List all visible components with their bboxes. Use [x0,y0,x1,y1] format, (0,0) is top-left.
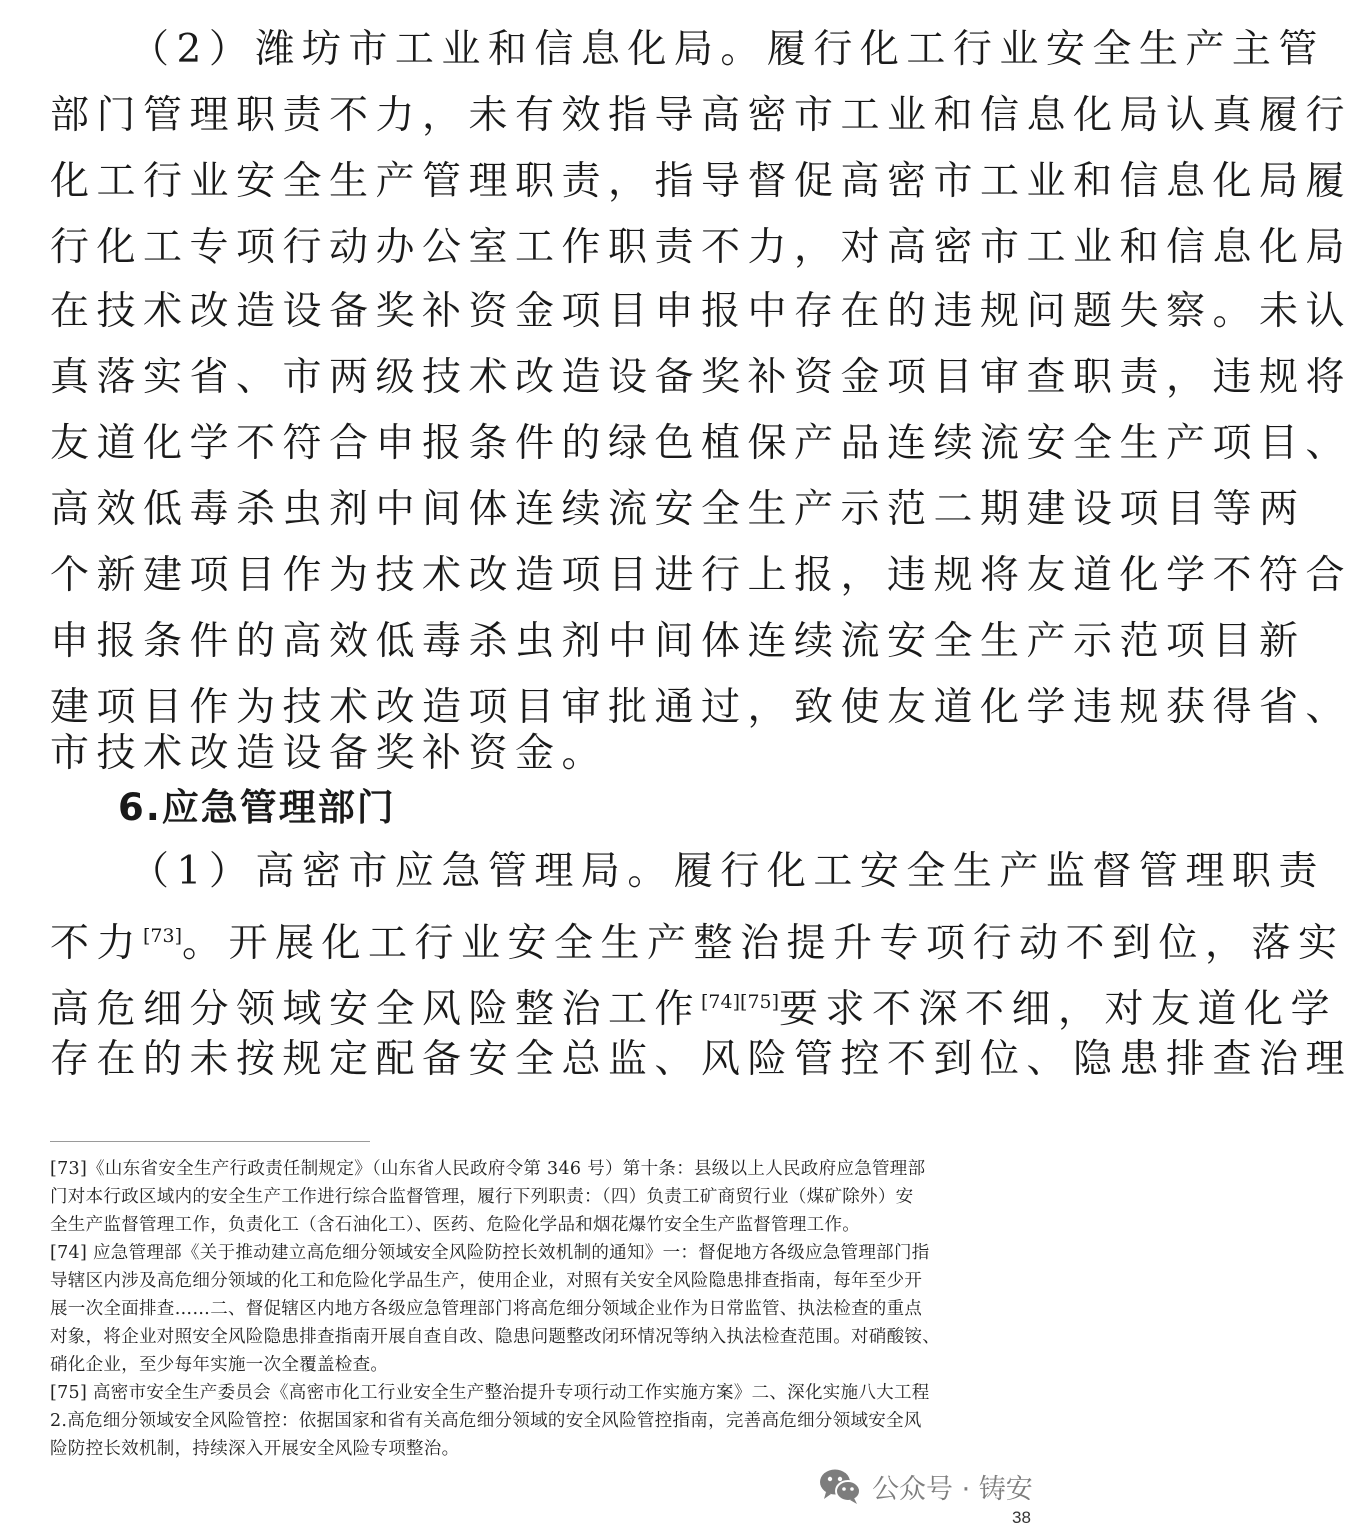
line-text: 要求不深不细，对友道化学 [779,987,1338,1032]
footnote-ref-73[interactable]: [73] [143,925,183,947]
paragraph-line: 友道化学不符合申报条件的绿色植保产品连续流安全生产项目、 [50,421,1352,466]
watermark [818,1464,1033,1508]
paragraph-line: 部门管理职责不力，未有效指导高密市工业和信息化局认真履行 [50,93,1352,138]
line-text: 高危细分领域安全风险整治工作 [50,987,702,1032]
footnote-line: 险防控长效机制，持续深入开展安全风险专项整治。 [50,1439,460,1459]
page-number: 38 [1012,1508,1031,1527]
paragraph-line: 市技术改造设备奖补资金。 [50,731,609,776]
footnote-line: 门对本行政区域内的安全生产工作进行综合监督管理，履行下列职责：（四）负责工矿商贸行业（煤矿除外）安 [50,1187,914,1207]
paragraph-line: 在技术改造设备奖补资金项目申报中存在的违规问题失察。未认 [50,289,1352,334]
footnote-line: 2.高危细分领域安全风险管控：依据国家和省有关高危细分领域的安全风险管控指南，完善高危细分领域安全风 [50,1411,922,1431]
footnote-line: [73]《山东省安全生产行政责任制规定》（山东省人民政府令第 346 号）第十条：县级以上人民政府应急管理部 [50,1159,926,1179]
paragraph-line: 行化工专项行动办公室工作职责不力，对高密市工业和信息化局 [50,225,1352,270]
paragraph-line: 申报条件的高效低毒杀虫剂中间体连续流安全生产示范项目新 [50,619,1306,664]
line-text: 不力 [50,921,144,966]
paragraph-line: 真落实省、市两级技术改造设备奖补资金项目审查职责，违规将 [50,355,1352,400]
footnote-line: 导辖区内涉及高危细分领域的化工和危险化学品生产，使用企业，对照有关安全风险隐患排查指南，每年至少开 [50,1271,923,1291]
paragraph-line: （1）高密市应急管理局。履行化工安全生产监督管理职责 [130,849,1325,894]
paragraph-line: 高效低毒杀虫剂中间体连续流安全生产示范二期建设项目等两 [50,487,1306,532]
wechat-icon [818,1467,862,1505]
line-text: 。开展化工行业安全生产整治提升专项行动不到位，落实 [182,921,1345,966]
paragraph-line: 化工行业安全生产管理职责，指导督促高密市工业和信息化局履 [50,159,1352,204]
paragraph-line: 存在的未按规定配备安全总监、风险管控不到位、隐患排查治理 [50,1037,1352,1082]
section-heading: 6.应急管理部门 [118,786,396,829]
footnote-line: [74] 应急管理部《关于推动建立高危细分领域安全风险防控长效机制的通知》一：督促地方各级应急管理部门指 [50,1243,930,1263]
paragraph-line: 个新建项目作为技术改造项目进行上报，违规将友道化学不符合 [50,553,1352,598]
footnote-line: 对象，将企业对照安全风险隐患排查指南开展自查自改、隐患问题整改闭环情况等纳入执法检查范围。对硝酸铵、 [50,1327,940,1347]
paragraph-line: （2）潍坊市工业和信息化局。履行化工行业安全生产主管 [130,27,1325,72]
footnote-ref-75[interactable]: [75] [740,991,780,1013]
footnote-ref-74[interactable]: [74] [701,991,741,1013]
paragraph-line [50,982,1338,1032]
footnote-line: 展一次全面排查……二、督促辖区内地方各级应急管理部门将高危细分领域企业作为日常监管、执法检查的重点 [50,1299,923,1319]
watermark-text: 公众号 · 铸安 [872,1473,1033,1505]
footnote-line: 全生产监督管理工作，负责化工（含石油化工）、医药、危险化学品和烟花爆竹安全生产监督管理工作。 [50,1215,861,1235]
paragraph-line: 建项目作为技术改造项目审批通过，致使友道化学违规获得省、 [50,685,1352,730]
footnote-line: 硝化企业，至少每年实施一次全覆盖检查。 [50,1355,389,1375]
footnote-separator [50,1141,370,1142]
paragraph-line [50,916,1345,966]
footnote-line: [75] 高密市安全生产委员会《高密市化工行业安全生产整治提升专项行动工作实施方案》二、深化实施八大工程 [50,1383,930,1403]
